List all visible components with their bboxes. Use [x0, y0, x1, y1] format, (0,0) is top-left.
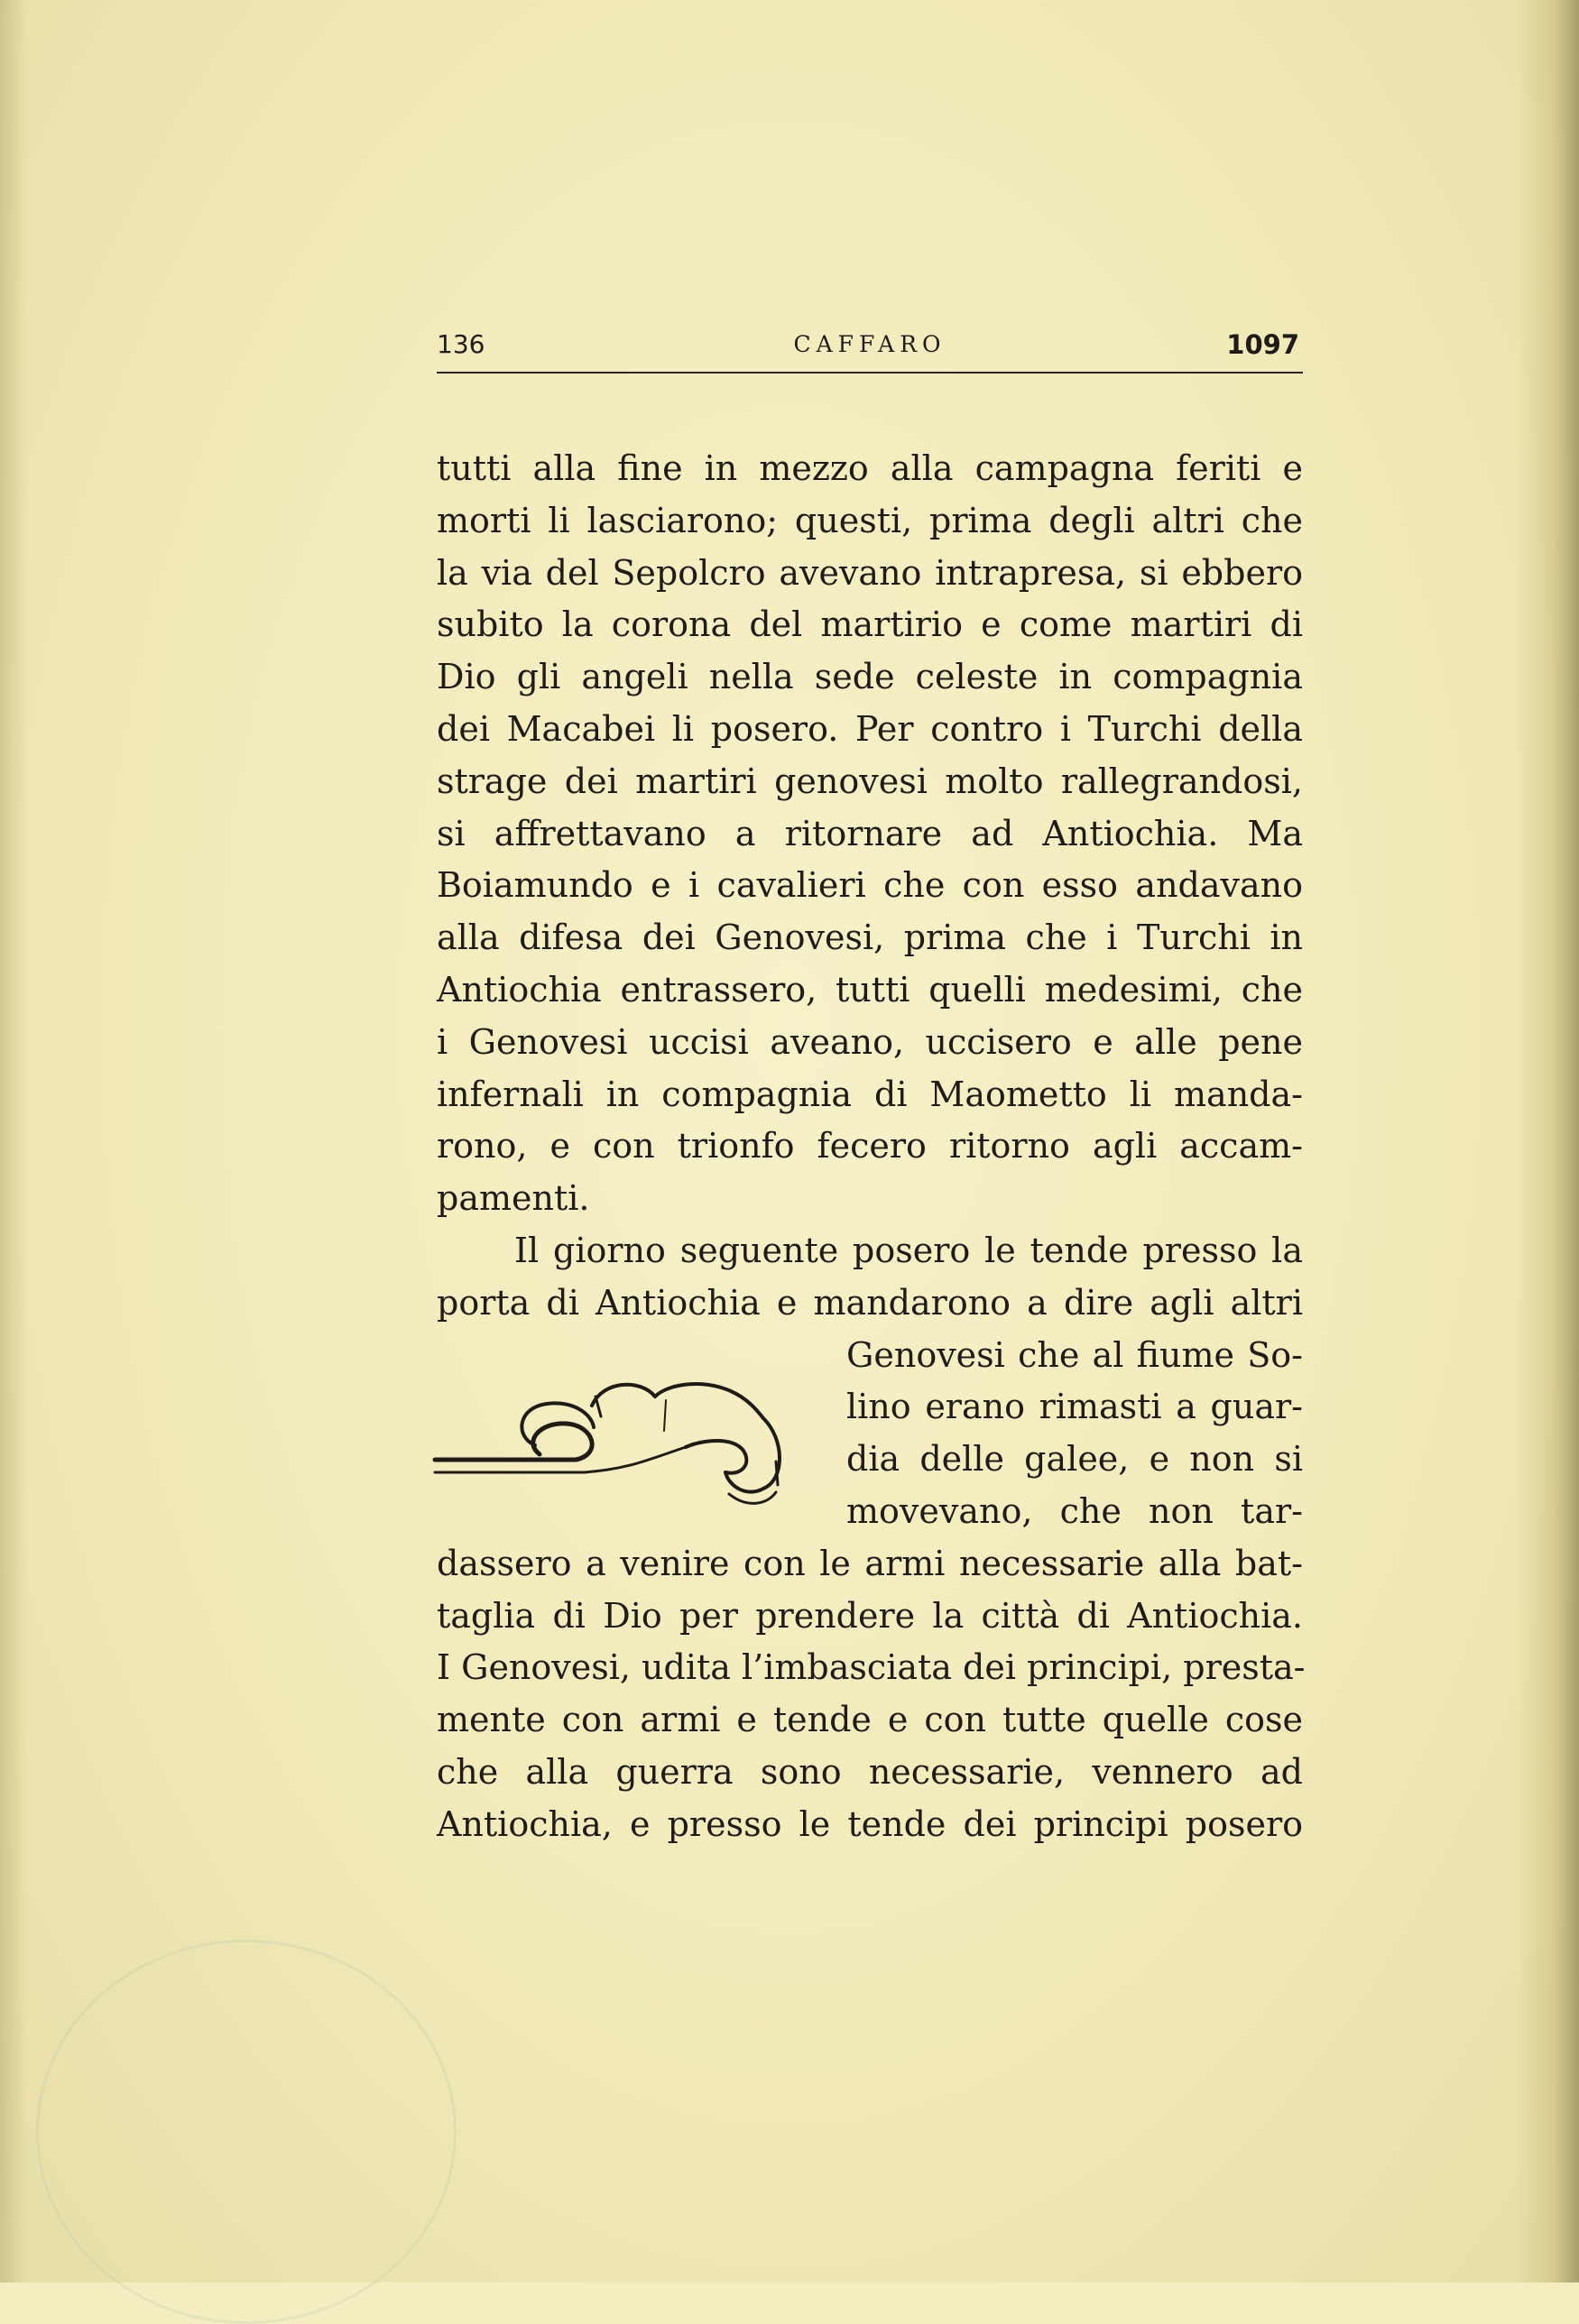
- text-line: pamenti.: [437, 1178, 590, 1218]
- text-line: i Genovesi uccisi aveano, uccisero e alle pene: [437, 1022, 1303, 1062]
- text-line: Dio gli angeli nella sede celeste in compagnia: [437, 657, 1303, 696]
- year-label: 1097: [1226, 329, 1299, 360]
- text-line: strage dei martiri genovesi molto rallegrandosi,: [437, 761, 1303, 801]
- text-line: dei Macabei li posero. Per contro i Turchi della: [437, 709, 1303, 749]
- page-right-edge: [1516, 0, 1579, 2282]
- running-title: CAFFARO: [793, 331, 946, 357]
- text-line: lino erano rimasti a guar-: [846, 1387, 1303, 1426]
- faded-stamp: [36, 1940, 457, 2324]
- text-line: subito la corona del martirio e come martiri di: [437, 604, 1303, 644]
- text-line: rono, e con trionfo fecero ritorno agli accam-: [437, 1126, 1303, 1166]
- text-line: movevano, che non tar-: [846, 1491, 1303, 1531]
- text-line: si affrettavano a ritornare ad Antiochia. Ma: [437, 814, 1303, 853]
- page-left-edge: [0, 0, 27, 2282]
- text-line: la via del Sepolcro avevano intrapresa, si ebbero: [437, 553, 1303, 593]
- header-rule: [437, 372, 1303, 374]
- text-line: I Genovesi, udita l’imbasciata dei principi, presta-: [437, 1647, 1306, 1687]
- text-line: Antiochia, e presso le tende dei principi posero: [437, 1804, 1303, 1844]
- text-line: Genovesi che al fiume So-: [846, 1335, 1303, 1375]
- page-number: 136: [437, 329, 485, 359]
- running-header: [437, 327, 1303, 372]
- text-line: Boiamundo e i cavalieri che con esso andavano: [437, 865, 1303, 905]
- text-line: taglia di Dio per prendere la città di Antiochia.: [437, 1596, 1303, 1636]
- text-line: Antiochia entrassero, tutti quelli medesimi, che: [437, 970, 1303, 1010]
- text-line: morti li lasciarono; questi, prima degli altri che: [437, 501, 1303, 540]
- text-line: porta di Antiochia e mandarono a dire agli altri: [437, 1283, 1303, 1323]
- text-line: mente con armi e tende e con tutte quelle cose: [437, 1700, 1303, 1739]
- text-line: dassero a venire con le armi necessarie alla bat-: [437, 1544, 1303, 1583]
- text-line: tutti alla fine in mezzo alla campagna feriti e: [437, 448, 1303, 488]
- text-line: Il giorno seguente posero le tende presso la: [514, 1231, 1303, 1270]
- cloud-flourish-ornament-icon: [431, 1353, 810, 1534]
- text-line: infernali in compagnia di Maometto li manda-: [437, 1074, 1303, 1114]
- text-line: dia delle galee, e non si: [846, 1439, 1303, 1479]
- text-line: alla difesa dei Genovesi, prima che i Turchi in: [437, 918, 1303, 957]
- text-line: che alla guerra sono necessarie, vennero ad: [437, 1752, 1303, 1792]
